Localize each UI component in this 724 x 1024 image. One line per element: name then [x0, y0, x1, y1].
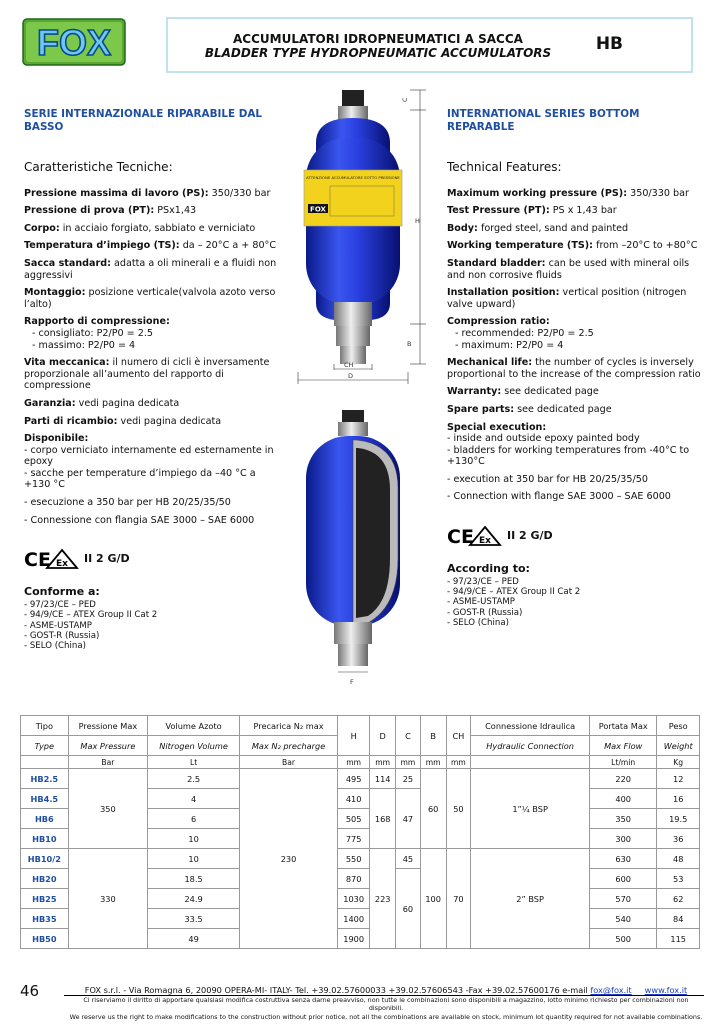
h-cell: 870: [338, 869, 370, 889]
compression-line: - recommended: P2/P0 = 2.5: [455, 327, 594, 339]
feature-value: vedi pagina dedicata: [120, 415, 222, 427]
feature-label: Warranty:: [447, 386, 502, 398]
weight-cell: 12: [657, 769, 700, 789]
flow-cell: 300: [589, 829, 656, 849]
unit-cell: Lt/min: [589, 756, 656, 769]
c-cell: 47: [396, 789, 421, 849]
series-title: INTERNATIONAL SERIES BOTTOM REPARABLE: [447, 108, 640, 133]
flow-cell: 500: [589, 929, 656, 949]
table-header-it: [21, 716, 700, 736]
feature-value: 350/330 bar: [630, 187, 689, 199]
d-cell: 114: [370, 769, 396, 789]
type-cell: HB10: [21, 829, 69, 849]
feature-row: [447, 223, 707, 235]
title-it: ACCUMULATORI IDROPNEUMATICI A SACCA: [233, 32, 523, 46]
feature-row: [447, 188, 707, 200]
feature-label: Body:: [447, 222, 478, 234]
flow-cell: 350: [589, 809, 656, 829]
col-ch: CH: [446, 716, 471, 756]
volume-cell: 6: [148, 809, 240, 829]
feature-label: Standard bladder:: [447, 257, 546, 269]
feature-label: Test Pressure (PT):: [447, 205, 550, 217]
table-row: [21, 849, 700, 869]
warning-label-text: ATTENZIONE ACCUMULATORE SOTTO PRESSIONE: [306, 175, 400, 180]
col-prec: Precarica N₂ max: [240, 716, 338, 736]
feature-label: Corpo:: [24, 222, 60, 234]
col-nitrogen-volume: Nitrogen Volume: [148, 736, 240, 756]
conform-item: - ASME-USTAMP: [24, 620, 92, 631]
conform-item: - GOST-R (Russia): [447, 607, 523, 618]
conform-item: - SELO (China): [447, 618, 509, 629]
weight-cell: 48: [657, 849, 700, 869]
c-cell: 25: [396, 769, 421, 789]
fluid-port-lower: [336, 326, 370, 346]
svg-text:CE: CE: [24, 549, 51, 571]
gas-valve: [338, 106, 368, 120]
unit-cell: Lt: [148, 756, 240, 769]
title-en: BLADDER TYPE HYDROPNEUMATIC ACCUMULATORS: [204, 46, 552, 60]
feature-value: in acciaio forgiato, sabbiato e verniciato: [62, 222, 256, 234]
h-cell: 1400: [338, 909, 370, 929]
feature-row: [447, 205, 707, 217]
h-cell: 505: [338, 809, 370, 829]
col-flow: Portata Max: [589, 716, 656, 736]
feature-value: forged steel, sand and painted: [480, 222, 629, 234]
cert-label: II 2 G/D: [84, 552, 130, 566]
svg-text:Ex: Ex: [56, 559, 68, 570]
logo-text: FOX: [36, 22, 112, 63]
extra-line: - execution at 350 bar for HB 20/25/35/50: [447, 473, 648, 485]
available-block: [24, 433, 284, 491]
feature-label: Temperatura d’impiego (TS):: [24, 240, 180, 252]
feature-value: PS x 1,43 bar: [552, 205, 617, 217]
weight-cell: 53: [657, 869, 700, 889]
h-cell: 410: [338, 789, 370, 809]
feature-row: [447, 287, 707, 310]
unit-cell: mm: [338, 756, 370, 769]
flow-cell: 540: [589, 909, 656, 929]
col-d: D: [370, 716, 396, 756]
feature-row: [447, 386, 707, 398]
feature-value: da – 20°C a + 80°C: [182, 240, 277, 252]
d-cell: 168: [370, 789, 396, 849]
svg-text:Ex: Ex: [479, 536, 491, 547]
features-title: Caratteristiche Tecniche:: [24, 160, 173, 174]
feature-value: PSx1,43: [157, 205, 197, 217]
feature-value: see dedicated page: [517, 403, 612, 415]
feature-list: [447, 188, 707, 503]
volume-cell: 4: [148, 789, 240, 809]
disclaimer-it: Ci riserviamo il diritto di apportare qualsiasi modifica costruttiva senza darne preavviso, non tutte le combinazioni sono disponibili a magazzino, lotto minimo richiesto per combinazioni non disponibili.: [83, 996, 689, 1012]
feature-value: vedi pagina dedicata: [78, 397, 180, 409]
feature-row: [447, 357, 707, 380]
feature-row: [447, 258, 707, 281]
feature-row: [24, 416, 284, 428]
cert-label: II 2 G/D: [507, 529, 553, 543]
conform-list: [24, 600, 284, 652]
available-label: Special execution:: [447, 421, 547, 433]
type-cell: HB10/2: [21, 849, 69, 869]
weight-cell: 84: [657, 909, 700, 929]
conform-item: - 97/23/CE – PED: [447, 576, 519, 587]
dim-label-h: H: [415, 217, 420, 225]
spec-table: [20, 715, 700, 949]
flow-cell: 400: [589, 789, 656, 809]
c-cell: 45: [396, 849, 421, 869]
feature-row: [447, 404, 707, 416]
available-line: - bladders for working temperatures from -40°C to +130°C: [447, 444, 690, 468]
h-cell: 1030: [338, 889, 370, 909]
b-cell: 60: [420, 769, 446, 849]
unit-cell: Bar: [68, 756, 147, 769]
ch-cell: 50: [446, 769, 471, 849]
svg-text:CE: CE: [447, 526, 474, 548]
ce-atex-icon: [447, 525, 503, 547]
feature-value: from –20°C to +80°C: [596, 240, 698, 252]
d-cell: 223: [370, 849, 396, 949]
title-box: [166, 17, 693, 73]
conform-item: - 94/9/CE – ATEX Group II Cat 2: [447, 587, 581, 598]
flow-cell: 600: [589, 869, 656, 889]
type-cell: HB50: [21, 929, 69, 949]
precharge-cell: 230: [240, 769, 338, 949]
feature-label: Pressione massima di lavoro (PS):: [24, 187, 209, 199]
feature-value: adatta a oli minerali e a fluidi non aggressivi: [24, 257, 277, 281]
flow-cell: 630: [589, 849, 656, 869]
fox-logo: [22, 18, 126, 66]
feature-value: see dedicated page: [504, 386, 599, 398]
unit-cell: [471, 756, 590, 769]
fluid-port-cut: [334, 622, 372, 644]
feature-row: [24, 240, 284, 252]
type-cell: HB35: [21, 909, 69, 929]
unit-cell: mm: [370, 756, 396, 769]
conform-item: - GOST-R (Russia): [24, 631, 100, 642]
unit-cell: Bar: [240, 756, 338, 769]
feature-label: Sacca standard:: [24, 257, 111, 269]
email-link[interactable]: fox@fox.it: [590, 985, 632, 995]
col-precharge: Max N₂ precharge: [240, 736, 338, 756]
accumulator-drawing: [286, 88, 438, 700]
conform-title: Conforme a:: [24, 585, 100, 599]
compression-block: [447, 316, 707, 351]
available-line: - inside and outside epoxy painted body: [447, 433, 640, 445]
feature-row: [24, 223, 284, 235]
dim-label-d: D: [348, 372, 354, 380]
col-b: B: [420, 716, 446, 756]
volume-cell: 49: [148, 929, 240, 949]
dim-label-c: C: [401, 97, 409, 102]
feature-row: [24, 287, 284, 310]
col-conn: Connessione Idraulica: [471, 716, 590, 736]
dim-label-f: F: [350, 678, 354, 686]
type-cell: HB2.5: [21, 769, 69, 789]
compression-label: Compression ratio:: [447, 316, 550, 328]
connection-cell: 2” BSP: [471, 849, 590, 949]
compression-line: - consigliato: P2/P0 = 2.5: [32, 327, 154, 339]
weight-cell: 115: [657, 929, 700, 949]
label-brand: FOX: [310, 205, 326, 214]
feature-value: posizione verticale(valvola azoto verso l’alto): [24, 287, 276, 310]
compression-label: Rapporto di compressione:: [24, 316, 170, 328]
conform-item: - SELO (China): [24, 641, 86, 652]
features-title: Technical Features:: [447, 160, 562, 174]
conform-list: [447, 577, 707, 629]
type-cell: HB25: [21, 889, 69, 909]
feature-row: [24, 188, 284, 200]
series-title: SERIE INTERNAZIONALE RIPARABILE DAL BASSO: [24, 108, 262, 133]
valve-cap: [342, 90, 364, 108]
conform-title: According to:: [447, 562, 530, 576]
feature-value: can be used with mineral oils and non corrosive fluids: [447, 257, 690, 281]
unit-cell: Kg: [657, 756, 700, 769]
volume-cell: 24.9: [148, 889, 240, 909]
extra-line: - esecuzione a 350 bar per HB 20/25/35/50: [24, 497, 231, 509]
units-row: [21, 756, 700, 769]
pressure-cell: 350: [68, 769, 147, 849]
volume-cell: 18.5: [148, 869, 240, 889]
feature-row: [24, 398, 284, 410]
conform-item: - 94/9/CE – ATEX Group II Cat 2: [24, 610, 158, 621]
bladder: [356, 448, 390, 618]
valve-cap-cut: [342, 410, 364, 424]
flow-cell: 220: [589, 769, 656, 789]
type-cell: HB20: [21, 869, 69, 889]
page-title: [168, 32, 588, 60]
feature-row: [447, 240, 707, 252]
series-code: HB: [595, 34, 623, 54]
feature-label: Vita meccanica:: [24, 357, 110, 369]
dim-label-b: B: [407, 340, 412, 348]
feature-label: Garanzia:: [24, 397, 76, 409]
english-column: [447, 108, 707, 629]
col-max-flow: Max Flow: [589, 736, 656, 756]
col-type: Type: [21, 736, 69, 756]
ch-cell: 70: [446, 849, 471, 949]
col-weight: Weight: [657, 736, 700, 756]
feature-label: Installation position:: [447, 287, 560, 299]
footer-address: FOX s.r.l. - Via Romagna 6, 20090 OPERA-MI- ITALY- Tel. +39.02.57600033 +39.02.57606543 -Fax +39.02.57600176 e-mail: [84, 985, 588, 995]
certification: [24, 548, 284, 570]
col-c: C: [396, 716, 421, 756]
ce-atex-icon: [24, 548, 80, 570]
available-label: Disponibile:: [24, 433, 89, 445]
connection-cell: 1”¼ BSP: [471, 769, 590, 849]
volume-cell: 10: [148, 849, 240, 869]
website-link[interactable]: www.fox.it: [644, 985, 688, 995]
feature-value: 350/330 bar: [211, 187, 271, 199]
feature-row: [24, 357, 284, 392]
c-cell: 60: [396, 869, 421, 949]
b-cell: 100: [420, 849, 446, 949]
flow-cell: 570: [589, 889, 656, 909]
feature-label: Maximum working pressure (PS):: [447, 187, 628, 199]
extra-line: - Connessione con flangia SAE 3000 – SAE 6000: [24, 514, 255, 526]
col-tipo: Tipo: [21, 716, 69, 736]
h-cell: 1900: [338, 929, 370, 949]
volume-cell: 33.5: [148, 909, 240, 929]
unit-cell: mm: [420, 756, 446, 769]
unit-cell: [21, 756, 69, 769]
compression-line: - maximum: P2/P0 = 4: [455, 339, 564, 351]
available-block: [447, 422, 707, 468]
conform-item: - 97/23/CE – PED: [24, 599, 96, 610]
feature-label: Pressione di prova (PT):: [24, 205, 155, 217]
col-vol: Volume Azoto: [148, 716, 240, 736]
type-cell: HB4.5: [21, 789, 69, 809]
compression-block: [24, 316, 284, 351]
unit-cell: mm: [446, 756, 471, 769]
volume-cell: 2.5: [148, 769, 240, 789]
feature-value: the number of cycles is inversely proportional to the increase of the compression ratio: [447, 357, 701, 380]
certification: [447, 525, 707, 547]
compression-line: - massimo: P2/P0 = 4: [32, 339, 136, 351]
col-connection: Hydraulic Connection: [471, 736, 590, 756]
disclaimer-en: We reserve us the right to make modifications to the construction without prior notice, not all the combinations are available on stock, minimum lot quantity required for not available combinations.: [69, 1013, 703, 1021]
feature-value: il numero di cicli è inversamente proporzionale all’aumento del rapporto di compressione: [24, 357, 270, 392]
col-peso: Peso: [657, 716, 700, 736]
available-line: - sacche per temperature d’impiego da –40 °C a +130 °C: [24, 467, 256, 491]
volume-cell: 10: [148, 829, 240, 849]
weight-cell: 36: [657, 829, 700, 849]
available-line: - corpo verniciato internamente ed esternamente in epoxy: [24, 444, 274, 468]
feature-label: Parti di ricambio:: [24, 415, 118, 427]
feature-value: vertical position (nitrogen valve upward): [447, 287, 687, 310]
weight-cell: 62: [657, 889, 700, 909]
pressure-cell: 330: [68, 849, 147, 949]
feature-row: [24, 258, 284, 281]
gas-valve-cut: [338, 422, 368, 436]
feature-label: Spare parts:: [447, 403, 515, 415]
fluid-port-thread-cut: [338, 644, 368, 666]
dim-label-ch: CH: [344, 361, 354, 369]
footer: [66, 985, 706, 1021]
feature-label: Montaggio:: [24, 287, 86, 299]
h-cell: 495: [338, 769, 370, 789]
type-cell: HB6: [21, 809, 69, 829]
col-h: H: [338, 716, 370, 756]
h-cell: 550: [338, 849, 370, 869]
page-number: 46: [20, 982, 40, 1000]
feature-row: [24, 205, 284, 217]
feature-label: Working temperature (TS):: [447, 240, 593, 252]
weight-cell: 16: [657, 789, 700, 809]
fluid-port: [334, 302, 372, 326]
col-pmax: Pressione Max: [68, 716, 147, 736]
extra-line: - Connection with flange SAE 3000 – SAE 6000: [447, 491, 671, 503]
feature-label: Mechanical life:: [447, 357, 533, 369]
footer-contact: [66, 985, 706, 995]
unit-cell: mm: [396, 756, 421, 769]
conform-item: - ASME-USTAMP: [447, 597, 515, 608]
table-row: [21, 769, 700, 789]
col-max-pressure: Max Pressure: [68, 736, 147, 756]
feature-list: [24, 188, 284, 527]
weight-cell: 19.5: [657, 809, 700, 829]
italian-column: [24, 108, 284, 652]
h-cell: 775: [338, 829, 370, 849]
